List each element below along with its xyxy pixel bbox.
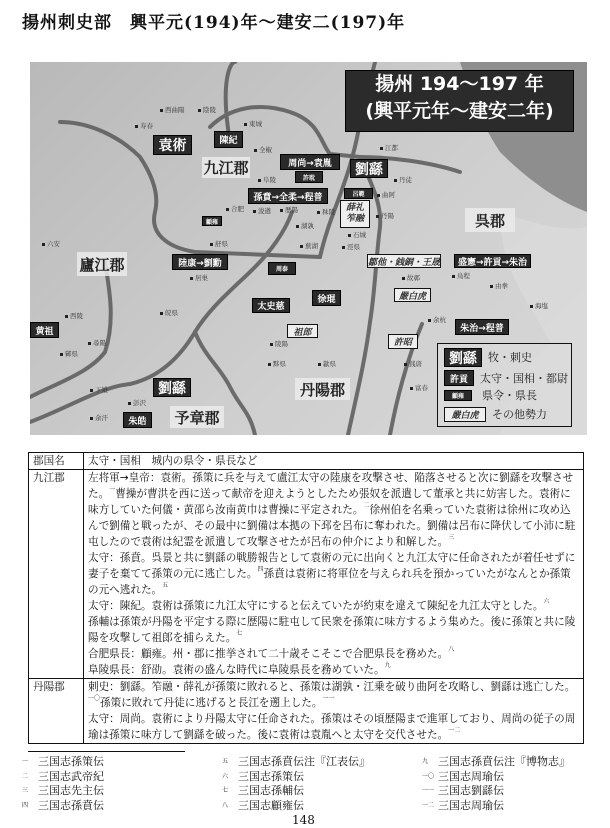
- footnote-item: [222, 784, 304, 797]
- city-marker: 銭唐: [404, 360, 422, 369]
- city-marker: 海塩: [530, 302, 548, 311]
- city-marker: 江都: [380, 144, 398, 153]
- footnote-item: [222, 799, 304, 812]
- city-marker: 曲阿: [377, 191, 395, 200]
- city-marker: 全椒: [254, 146, 272, 155]
- footnote-ref[interactable]: 八: [448, 646, 455, 653]
- footnote-ref[interactable]: 一二: [448, 727, 461, 734]
- footnote-text: 三国志孫策伝: [38, 755, 104, 768]
- footnote-ref[interactable]: 四: [257, 566, 264, 573]
- city-marker: 寿春: [135, 122, 153, 131]
- footnote-mark: 一二: [422, 801, 435, 809]
- commandery-jiujiang: 九江郡: [203, 159, 249, 177]
- paragraph-text: 孫輔は孫策が丹陽を平定する際に歴陽に駐屯して民衆を孫策に味方するよう集めた。後に孫策と共に陵陽を攻撃して祖郎を捕らえた。: [88, 616, 576, 644]
- commandery-wu: 呉郡: [465, 208, 515, 232]
- city-marker: 陵陽: [270, 340, 288, 349]
- paragraph-text: 孫賁は袁術に将軍位を与えられ兵を預かっていたがなんとか孫策の元へ逃れた。: [88, 568, 571, 596]
- city-marker: 丹徒: [394, 176, 412, 185]
- footnote-mark: 一〇: [422, 772, 435, 780]
- footnote-mark: 六: [222, 772, 229, 780]
- paragraph-text: 太守：陳紀。袁術は孫策に九江太守にすると伝えていたが約束を違えて陳紀を九江太守とした。: [88, 600, 544, 612]
- city-marker: 六安: [42, 240, 60, 249]
- city-marker: 故鄣: [402, 274, 420, 283]
- legend-row: [444, 389, 537, 402]
- city-marker: 余汗: [90, 414, 108, 423]
- page-number: 148: [292, 813, 315, 827]
- map-title-line1: 揚州 194～197 年: [375, 73, 544, 95]
- label-sheng-xian: 盛憲→許貢→朱治: [454, 254, 531, 268]
- label-ze-rong: 笮融: [345, 214, 364, 224]
- city-marker: 彭沢: [128, 399, 146, 408]
- map-legend: [437, 343, 572, 427]
- footnote-text: 三国志先主伝: [38, 784, 104, 797]
- table-paragraph: [88, 646, 579, 662]
- footnote-item: [22, 799, 104, 812]
- footnote-item: [22, 755, 104, 768]
- footnote-item: [422, 770, 504, 783]
- city-marker: 歙県: [318, 360, 336, 369]
- city-marker: 合肥: [226, 205, 244, 214]
- boundary-line: [226, 62, 235, 142]
- header-officials: 太守・国相 城内の県令・県長など: [84, 453, 584, 470]
- table-row: [29, 679, 584, 744]
- footnote-text: 三国志周瑜伝: [438, 769, 504, 783]
- label-chen-ji: 陳紀: [214, 131, 243, 148]
- map-title-line2: (興平元年～建安二年): [365, 100, 554, 122]
- footnote-mark: 二: [22, 772, 29, 780]
- footnote-text: 三国志孫策伝: [238, 769, 304, 783]
- footnote-ref[interactable]: 一: [109, 486, 116, 493]
- label-taishi-ci: 太史慈: [252, 298, 290, 313]
- footnote-mark: 七: [222, 787, 229, 794]
- city-marker: 蕪湖: [300, 242, 318, 251]
- footnote-mark: 九: [422, 758, 429, 765]
- footnote-item: [22, 770, 104, 783]
- footnote-ref[interactable]: 二: [363, 502, 370, 509]
- table-header-row: [29, 453, 584, 470]
- table-paragraph: [88, 470, 579, 550]
- footnote-text: 三国志周瑜伝: [438, 798, 504, 812]
- label-xue-li: 薛礼: [345, 203, 364, 213]
- table-paragraph: [88, 679, 579, 711]
- legend-sample-administrator: 許貢: [444, 370, 474, 386]
- footnote-item: [222, 770, 304, 783]
- footnote-text: 三国志孫賁伝注『博物志』: [438, 755, 570, 768]
- footnote-mark: 八: [222, 801, 229, 809]
- table-row: [29, 470, 584, 679]
- paragraph-text: 徐州伯を名乗っていた袁術は徐州に攻め込んで劉備と戦ったが、その最中に劉備は本拠の下邳を呂布に奪われた。劉備は呂布に降伏して小沛に駐屯したので袁術は紀霊を派遣して攻撃させたが呂布の仲介により和解した。: [88, 504, 576, 548]
- paragraph-text: 刺史：劉繇。笮融・薛礼が孫策に敗れると、孫策は湖孰・江乗を破り曲阿を攻略し、劉繇は逃亡した。: [88, 681, 576, 693]
- city-marker: 東城: [244, 120, 262, 129]
- footnote-item: [22, 784, 104, 797]
- footnote-text: 三国志劉繇伝: [438, 784, 504, 797]
- city-marker: 西陵: [65, 312, 83, 321]
- footnote-mark: 五: [222, 758, 229, 765]
- label-xu-dan: 許耽: [295, 171, 323, 183]
- commandery-yuzhang: 予章郡: [170, 406, 224, 428]
- paragraph-text: 孫策に敗れて丹徒に逃げると長江を遡上した。: [100, 697, 323, 709]
- label-xu-zhao: 許昭: [388, 334, 418, 349]
- label-sun-ben: 孫賁→全柔→程普: [248, 188, 328, 204]
- label-liu-yao-2: 劉繇: [153, 378, 191, 397]
- footnote-item: [422, 799, 504, 812]
- label-zou-ta: 鄒他・銭銅・王晟: [367, 254, 441, 268]
- city-marker: 下雉: [90, 386, 108, 395]
- footnote-text: 三国志孫賁伝: [38, 798, 104, 812]
- legend-text: 県令・県長: [482, 389, 537, 402]
- city-marker: 阜陵: [258, 176, 276, 185]
- footnote-text: 三国志武帝紀: [38, 769, 104, 783]
- label-liu-yao: 劉繇: [350, 159, 388, 178]
- label-huang-zu: 黄祖: [30, 322, 59, 338]
- city-marker: 皖県: [160, 309, 178, 318]
- label-xue-li-ze-rong: [340, 200, 370, 228]
- label-zhou-shang: 周尚→袁胤: [280, 154, 340, 170]
- legend-text: 太守・国相・都尉: [480, 371, 568, 385]
- city-marker: 鄡県: [60, 350, 78, 359]
- row-name: 九江郡: [29, 470, 84, 679]
- paragraph-text: 太守：孫賁。呉景と共に劉繇の戦勝報告として袁術の元に出向くと九江太守に任命されたが着任せずに妻子を棄てて孫策の元に逃亡した。: [88, 552, 576, 580]
- row-name: 丹陽郡: [29, 679, 84, 744]
- label-yuan-shu: 袁術: [153, 135, 192, 155]
- label-zhu-hao: 朱皓: [123, 412, 152, 428]
- footnote-ref[interactable]: 七: [236, 630, 243, 637]
- city-marker: 歴陽: [280, 206, 298, 215]
- footnote-item: [422, 784, 504, 797]
- city-marker: 余杭: [428, 316, 446, 325]
- label-xu-kun: 徐琨: [312, 290, 341, 306]
- footnote-item: [222, 755, 370, 768]
- commandery-lujiang: 廬江郡: [77, 252, 127, 276]
- city-marker: 陰陵: [198, 106, 216, 115]
- city-marker: 居巣: [190, 274, 208, 283]
- label-gu-yong: 顧雍: [202, 216, 222, 226]
- label-zu-lang: 祖郎: [287, 324, 318, 338]
- legend-text: その他勢力: [492, 408, 547, 421]
- table-paragraph: [88, 550, 579, 598]
- paragraph-text: 左将軍→皇帝：袁術。孫策に兵を与えて盧江太守の陸康を攻撃させ、陥落させると次に劉繇を攻撃させた。: [88, 472, 574, 500]
- footnote-ref[interactable]: 九: [384, 662, 391, 669]
- city-marker: 富春: [410, 384, 428, 393]
- footnote-text: 三国志孫賁伝注『江表伝』: [238, 755, 370, 768]
- footnote-text: 三国志顧雍伝: [238, 798, 304, 812]
- paragraph-text: 合肥県長：顧雍。州・郡に推挙されて二十歳そこそこで合肥県長を務めた。: [88, 648, 449, 660]
- footnote-text: 三国志孫輔伝: [238, 784, 304, 797]
- legend-sample-magistrate: 顧雍: [444, 390, 472, 401]
- legend-sample-governor: 劉繇: [444, 348, 482, 367]
- city-marker: 尋陽: [88, 339, 106, 348]
- footnote-divider: [28, 751, 185, 752]
- label-lu-fan: 呂範: [344, 188, 373, 199]
- footnote-ref[interactable]: 五: [162, 582, 169, 589]
- footnote-ref[interactable]: 三: [448, 534, 455, 541]
- label-zhou-tai: 周泰: [268, 262, 296, 275]
- city-marker: 涇県: [342, 243, 360, 252]
- footnote-mark: 四: [22, 801, 29, 809]
- city-marker: 由拳: [490, 282, 508, 291]
- legend-row: [444, 407, 547, 422]
- city-marker: 石城: [348, 231, 366, 240]
- legend-sample-other: 嚴白虎: [444, 407, 486, 422]
- footnote-ref[interactable]: 六: [543, 598, 550, 605]
- footnote-item: [422, 755, 570, 768]
- footnote-mark: 一: [22, 758, 29, 765]
- paragraph-text: 阜陵県長：舒劭。袁術の盛んな時代に阜陵県長を務めていた。: [88, 664, 385, 676]
- label-zhu-zhi: 朱治→程普: [455, 319, 509, 335]
- city-marker: 舒県: [210, 240, 228, 249]
- paragraph-text: 曹操が曹洪を西に送って献帝を迎えようとしたため張奴を派遣して董承と共に妨害した。袁術に味方していた何儀・黄邵ら汝南黄巾は曹操に平定された。: [88, 488, 571, 516]
- page-title: 揚州刺史部 興平元(194)年～建安二(197)年: [22, 13, 406, 33]
- footnote-ref[interactable]: 一〇: [88, 695, 101, 702]
- officials-table: [28, 452, 584, 744]
- table-paragraph: [88, 711, 579, 743]
- city-marker: 西曲陽: [160, 106, 185, 115]
- table-paragraph: [88, 614, 579, 646]
- footnote-mark: 一一: [422, 787, 435, 794]
- commandery-danyang: 丹陽郡: [295, 378, 350, 400]
- table-paragraph: [88, 662, 579, 678]
- legend-row: [444, 348, 532, 367]
- row-content: [84, 679, 584, 744]
- paragraph-text: 太守：周尚。袁術により丹陽太守に任命された。孫策はその頃歴陽まで進軍しており、周尚の従子の周瑜は孫策に味方して劉繇を破った。後に袁術は袁胤へと太守を交代させた。: [88, 713, 576, 741]
- map-title: [345, 70, 574, 132]
- table-paragraph: [88, 598, 579, 614]
- footnote-ref[interactable]: 一一: [322, 695, 335, 702]
- header-commandery: 郡国名: [29, 453, 84, 470]
- city-marker: 湖孰: [296, 222, 314, 231]
- footnote-mark: 三: [22, 787, 29, 794]
- legend-text: 牧・刺史: [488, 351, 532, 364]
- legend-row: [444, 370, 568, 386]
- city-marker: 丹陽: [376, 212, 394, 221]
- label-lu-kang: 陸康→劉勳: [172, 254, 228, 270]
- row-content: [84, 470, 584, 679]
- city-marker: 烏程: [452, 272, 470, 281]
- city-marker: 浚遒: [253, 207, 271, 216]
- map-yangzhou: [30, 62, 587, 435]
- city-marker: 黟県: [268, 360, 286, 369]
- city-marker: 秣陵: [317, 208, 335, 217]
- label-yan-baihu: 嚴白虎: [394, 288, 431, 302]
